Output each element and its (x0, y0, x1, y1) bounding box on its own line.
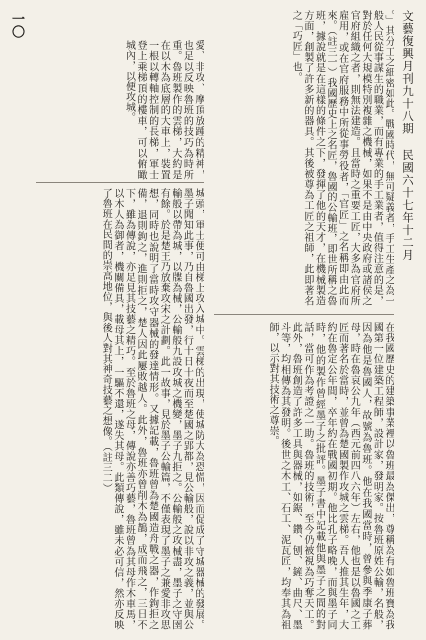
journal-title: 文藝復興月刊九十八期 (401, 10, 415, 135)
text-block-right-bottom: 在我國歷史的建築事業裡以魯班最為傑出，尊稱為有如魯班寶為我國第一位建築工程師，設計家，發明家。按魯班原姓公輸，名般，因為他是魯國人，故號為魯班。他在我國當時，曾參與季康子葬母，時在魯哀公九年（西元前四八六年）左右，他也是以魯國之工匠而著名於當時，並曾為楚國製作攻城之雲梯。吾人推其生年，大約在魯定公年間，卒年約在戰國初期。他比孔子略晚，而與墨子同時，他的製作曾經墨子之批評。墨子書中記載他與墨子之間的對話，當可作為考證之一助。魯班的技術，至今仍被視為巧奪天工。此外，魯班創造了許多工具與器械，如鋸、鑽、刨、鏟、曲尺、墨斗等，均相傳為其發明。後世之木工、石工、泥瓦匠，均奉其為祖師，以示對其技術之尊崇。 (267, 322, 394, 630)
running-header (398, 10, 418, 260)
issue-date: 民國六十七年十二月 (401, 149, 415, 262)
text-block-right-top: 。」其分工之細密如此。戰國時代，無可疑義者，手工生產之為一般人民從事謀生的職業，而有專業的手工業者，值得注意的是，對於任何大規模特別複雜之機械，如果不是由中央政府或諸侯之官府組織之者，則無法建造。且當時之重要工匠，大多為官府所雇用，或在官府服務中所從事勞役者，「官匠」之名稱即由此而來。（註三一）我國歷史上之名匠，魯國的公輸班，即世所稱之魯班，據說就是在這樣的條件之下，發揮了他的天才，在機械製造方面，創製了許多新的器具。其後被尊為工匠之祖師，此即著名之「巧匠」也。 (290, 10, 394, 306)
page-number: 一〇 (9, 12, 24, 38)
section-divider (36, 182, 204, 183)
text-block-left-bottom: 城頭，軍士便可由梯上攻入城中。雲梯的出現，使城防大為恐慌，因而促成了守城器械的發展。墨子聞知此事，乃自魯國出發，行十日十夜而至楚國之郢都，見公輸般，說以非攻之義，並與公輸般以帶為城，以牒為械，公輸般九設攻城之機變，墨子九拒之。公輸般之攻械盡，墨子之守圉有餘。於是楚王乃放棄攻宋之計劃。此一故事，見於墨子公輸篇，不僅表現了墨子之兼愛非攻思想，同時也說明了當時攻守器械的發達情形。又據記載，魯班曾為楚國造舟戰之器，作鉤拒之備，退則鉤之，進則拒之，楚人因此屢敗越人。此外，魯班亦曾削木為鵲，成而飛之，三日不下，雖為傳說，亦足見其技藝之精巧。至於魯班之母，傳說亦善巧藝，魯班曾為其母作木車馬，以木人為御者，機關備具，載母其上，一驅不還，遂失其母。此類傳說，雖未必可信，然亦反映了魯班在民間的崇高地位，與後人對其神奇技藝之想像。（註三二） (100, 188, 204, 630)
text-block-left-top: 愛、非攻、摩頂放踵的精神，也足以反映魯班的技巧為時所重。魯班製作的雲梯，大約是在以木為底層的大車上，裝置一根以轉軸控制的長梯，軍士登上乘梯頂的樓車，可以俯瞰城內，以便攻城。 (123, 40, 204, 180)
section-divider (214, 314, 394, 315)
